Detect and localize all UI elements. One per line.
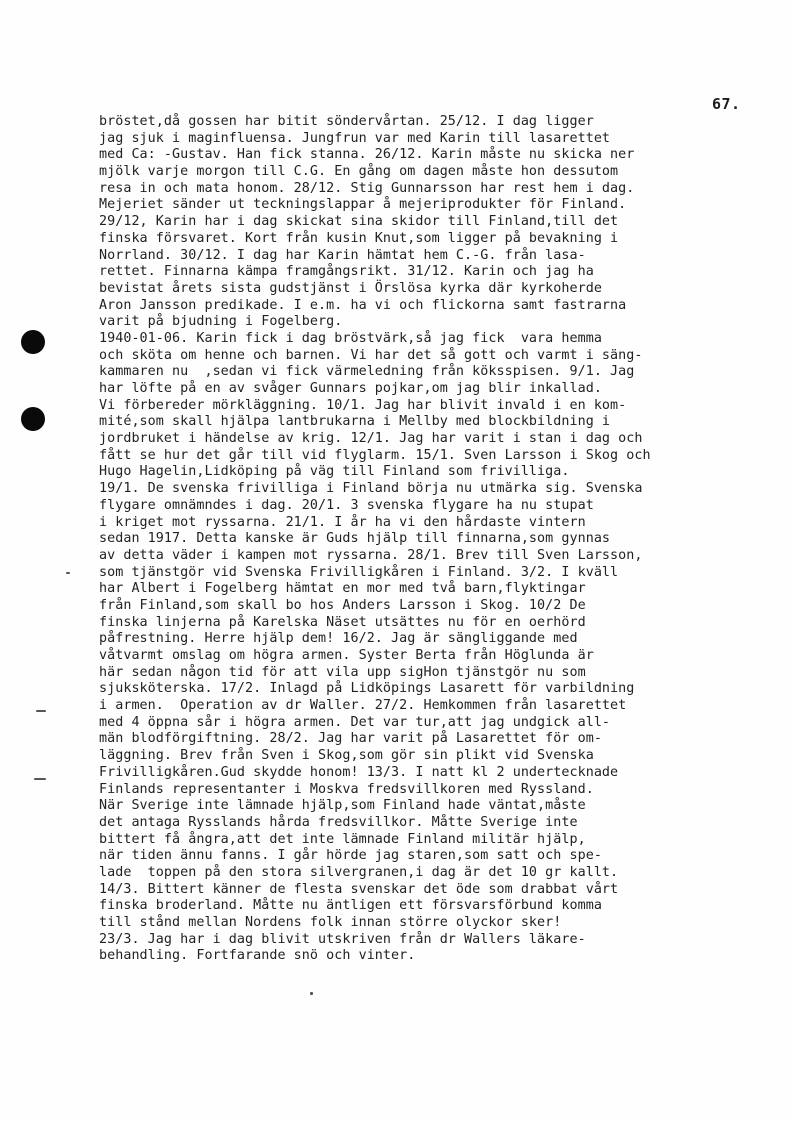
diary-line: med Ca: -Gustav. Han fick stanna. 26/12. Karin måste nu skicka ner xyxy=(99,147,635,163)
diary-line: 29/12, Karin har i dag skickat sina skidor till Finland,till det xyxy=(99,214,619,230)
diary-line: med 4 öppna sår i högra armen. Det var tur,att jag undgick all- xyxy=(99,714,611,730)
paper-speck xyxy=(66,572,70,574)
diary-line: finska broderland. Måtte nu äntligen ett försvarsförbund komma xyxy=(99,898,602,914)
diary-line: när tiden ännu fanns. I går hörde jag staren,som satt och spe- xyxy=(99,848,602,864)
diary-line: våtvarmt omslag om högra armen. Syster Berta från Höglunda är xyxy=(99,648,594,663)
diary-line: bröstet,då gossen har bitit söndervårtan. 25/12. I dag ligger xyxy=(99,114,594,129)
diary-line: har Albert i Fogelberg hämtat en mor med två barn,flyktingar xyxy=(99,581,586,597)
diary-line: här sedan någon tid för att vila upp sigHon tjänstgör nu som xyxy=(99,664,586,680)
diary-line: När Sverige inte lämnade hjälp,som Finland hade väntat,måste xyxy=(99,798,586,814)
diary-line: flygare omnämndes i dag. 20/1. 3 svenska flygare ha nu stupat xyxy=(99,497,594,513)
diary-line: jordbruket i händelse av krig. 12/1. Jag har varit i stan i dag och xyxy=(99,431,643,447)
diary-line: kammaren nu ,sedan vi fick värmeledning från köksspisen. 9/1. Jag xyxy=(99,364,635,380)
diary-line: resa in och mata honom. 28/12. Stig Gunnarsson har rest hem i dag. xyxy=(99,180,635,196)
diary-line: i kriget mot ryssarna. 21/1. I år ha vi den hårdaste vintern xyxy=(99,514,586,530)
diary-line: finska försvaret. Kort från kusin Knut,som ligger på bevakning i xyxy=(99,230,619,246)
diary-line: Norrland. 30/12. I dag har Karin hämtat hem C.-G. från lasa- xyxy=(99,247,586,263)
diary-line: bittert få ångra,att det inte lämnade Finland militär hjälp, xyxy=(99,831,586,847)
diary-line: mité,som skall hjälpa lantbrukarna i Mellby med blockbildning i xyxy=(99,414,611,430)
diary-line: till stånd mellan Nordens folk innan större olyckor sker! xyxy=(99,915,562,930)
binder-hole-bottom xyxy=(21,407,45,431)
diary-line: sedan 1917. Detta kanske är Guds hjälp till finnarna,som gynnas xyxy=(99,531,611,547)
diary-text-block xyxy=(99,114,789,965)
diary-line: Vi förbereder mörkläggning. 10/1. Jag har blivit invald i en kom- xyxy=(99,397,627,413)
diary-line: Aron Jansson predikade. I e.m. ha vi och flickorna samt fastrarna xyxy=(99,297,627,313)
paper-speck xyxy=(34,778,46,780)
diary-line: har löfte på en av svåger Gunnars pojkar,om jag blir inkallad. xyxy=(99,381,602,396)
diary-line: sjuksköterska. 17/2. Inlagd på Lidköpings Lasarett för varbildning xyxy=(99,681,635,697)
diary-line: från Finland,som skall bo hos Anders Larsson i Skog. 10/2 De xyxy=(99,597,586,613)
diary-line: av detta väder i kampen mot ryssarna. 28/1. Brev till Sven Larsson, xyxy=(99,547,643,563)
diary-line: Hugo Hagelin,Lidköping på väg till Finland som frivilliga. xyxy=(99,464,570,480)
diary-line: behandling. Fortfarande snö och vinter. xyxy=(99,948,416,964)
diary-line: Finlands representanter i Moskva fredsvillkoren med Ryssland. xyxy=(99,781,594,797)
diary-line: och sköta om henne och barnen. Vi har det så gott och varmt i säng- xyxy=(99,347,643,363)
binder-hole-top xyxy=(21,330,45,354)
diary-line: finska linjerna på Karelska Näset utsättes nu för en oerhörd xyxy=(99,614,586,630)
diary-line: mjölk varje morgon till C.G. En gång om dagen måste hon dessutom xyxy=(99,164,619,180)
paper-speck xyxy=(36,710,46,712)
diary-line: 19/1. De svenska frivilliga i Finland börja nu utmärka sig. Svenska xyxy=(99,481,643,497)
diary-line: 1940-01-06. Karin fick i dag bröstvärk,så jag fick vara hemma xyxy=(99,330,602,346)
diary-line: 23/3. Jag har i dag blivit utskriven från dr Wallers läkare- xyxy=(99,931,586,947)
diary-line: Mejeriet sänder ut teckningslappar å mejeriprodukter för Finland. xyxy=(99,197,627,213)
diary-line: varit på bjudning i Fogelberg. xyxy=(99,314,343,330)
diary-line: jag sjuk i maginfluensa. Jungfrun var med Karin till lasarettet xyxy=(99,130,611,146)
diary-line: det antaga Rysslands hårda fredsvillkor. Måtte Sverige inte xyxy=(99,814,578,830)
diary-line: Frivilligkåren.Gud skydde honom! 13/3. I natt kl 2 undertecknade xyxy=(99,764,619,780)
diary-line: män blodförgiftning. 28/2. Jag har varit på Lasarettet för om- xyxy=(99,731,602,747)
diary-line: 14/3. Bittert känner de flesta svenskar det öde som drabbat vårt xyxy=(99,881,619,897)
diary-line: i armen. Operation av dr Waller. 27/2. Hemkommen från lasarettet xyxy=(99,698,627,714)
diary-line: lade toppen på den stora silvergranen,i dag är det 10 gr kallt. xyxy=(99,864,619,880)
diary-line: bevistat årets sista gudstjänst i Örslösa kyrka där kyrkoherde xyxy=(99,280,602,296)
paper-speck xyxy=(310,992,313,995)
diary-line: påfrestning. Herre hjälp dem! 16/2. Jag är sängliggande med xyxy=(99,631,578,647)
diary-line: läggning. Brev från Sven i Skog,som gör sin plikt vid Svenska xyxy=(99,748,594,764)
diary-line: som tjänstgör vid Svenska Frivilligkåren i Finland. 3/2. I kväll xyxy=(99,564,619,580)
diary-line: rettet. Finnarna kämpa framgångsrikt. 31/12. Karin och jag ha xyxy=(99,264,594,280)
diary-line: fått se hur det går till vid flyglarm. 15/1. Sven Larsson i Skog och xyxy=(99,447,651,463)
page-number: 67. xyxy=(712,95,741,113)
